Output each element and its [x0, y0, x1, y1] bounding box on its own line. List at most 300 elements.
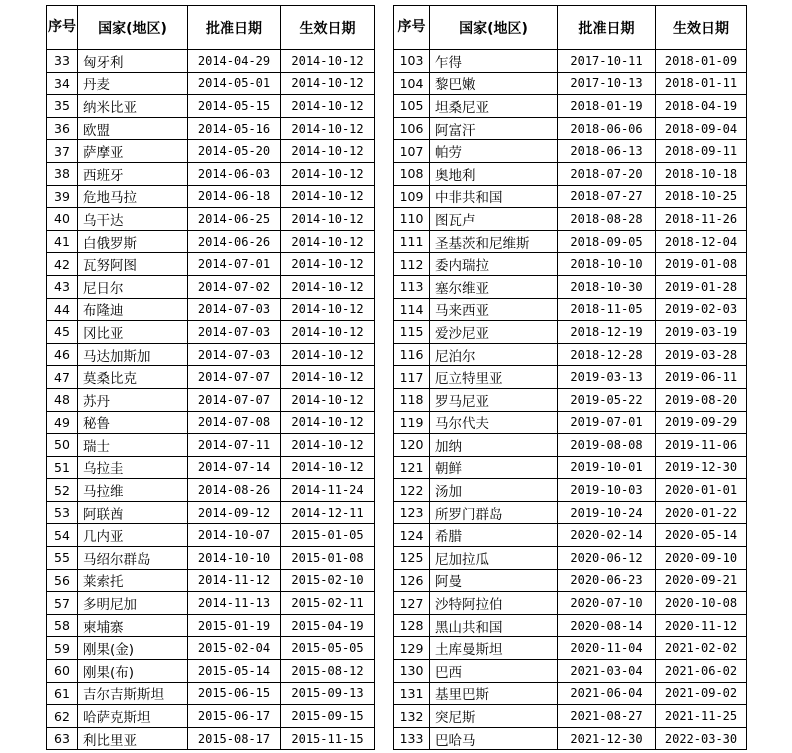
approval-date: 2014-09-12	[188, 501, 281, 524]
effective-date: 2019-11-06	[656, 434, 747, 457]
row-number: 52	[47, 479, 78, 502]
row-number: 42	[47, 253, 78, 276]
country-name: 圣基茨和尼维斯	[430, 230, 558, 253]
country-name: 莫桑比克	[78, 366, 188, 389]
country-name: 莱索托	[78, 569, 188, 592]
table-row	[394, 637, 747, 660]
approval-date: 2018-12-28	[558, 343, 656, 366]
effective-date: 2018-04-19	[656, 95, 747, 118]
row-number: 50	[47, 434, 78, 457]
header-row	[394, 6, 747, 50]
table-row	[47, 366, 375, 389]
approval-date: 2019-07-01	[558, 411, 656, 434]
row-number: 59	[47, 637, 78, 660]
effective-date: 2018-01-11	[656, 72, 747, 95]
country-name: 阿富汗	[430, 117, 558, 140]
row-number: 46	[47, 343, 78, 366]
effective-date: 2014-10-12	[281, 434, 375, 457]
row-number: 132	[394, 705, 430, 728]
table-row	[394, 275, 747, 298]
row-number: 53	[47, 501, 78, 524]
seq-header: 序号	[394, 6, 430, 50]
country-name: 基里巴斯	[430, 682, 558, 705]
approval-date: 2018-11-05	[558, 298, 656, 321]
effective-date: 2015-04-19	[281, 614, 375, 637]
approval-date: 2015-08-17	[188, 727, 281, 750]
row-number: 107	[394, 140, 430, 163]
country-name: 图瓦卢	[430, 208, 558, 231]
effective-date: 2020-01-01	[656, 479, 747, 502]
table-row	[394, 343, 747, 366]
approval-date: 2014-11-12	[188, 569, 281, 592]
table-row	[394, 411, 747, 434]
approval-date: 2018-10-30	[558, 275, 656, 298]
approval-date: 2014-04-29	[188, 50, 281, 73]
country-name: 汤加	[430, 479, 558, 502]
table-row	[394, 50, 747, 73]
row-number: 63	[47, 727, 78, 750]
row-number: 41	[47, 230, 78, 253]
table-row	[394, 434, 747, 457]
country-name: 纳米比亚	[78, 95, 188, 118]
table-row	[47, 456, 375, 479]
table-row	[394, 456, 747, 479]
row-number: 45	[47, 321, 78, 344]
table-row	[47, 727, 375, 750]
country-name: 秘鲁	[78, 411, 188, 434]
country-name: 尼加拉瓜	[430, 547, 558, 570]
effective-date: 2015-05-05	[281, 637, 375, 660]
row-number: 49	[47, 411, 78, 434]
effective-date: 2018-10-18	[656, 162, 747, 185]
effective-date: 2020-11-12	[656, 614, 747, 637]
country-name: 加纳	[430, 434, 558, 457]
effective-date: 2018-09-04	[656, 117, 747, 140]
table-row	[394, 366, 747, 389]
effective-date: 2014-10-12	[281, 343, 375, 366]
table-row	[47, 547, 375, 570]
approval-date: 2020-08-14	[558, 614, 656, 637]
effective-date: 2020-05-14	[656, 524, 747, 547]
effective-date: 2018-10-25	[656, 185, 747, 208]
table-row	[394, 185, 747, 208]
effective-date: 2019-01-28	[656, 275, 747, 298]
country-name: 乍得	[430, 50, 558, 73]
effective-date: 2020-10-08	[656, 592, 747, 615]
country-name: 马达加斯加	[78, 343, 188, 366]
row-number: 128	[394, 614, 430, 637]
effective-date: 2021-06-02	[656, 660, 747, 683]
row-number: 115	[394, 321, 430, 344]
effective-date: 2020-09-21	[656, 569, 747, 592]
country-name: 柬埔寨	[78, 614, 188, 637]
approval-date: 2015-05-14	[188, 660, 281, 683]
country-name: 吉尔吉斯斯坦	[78, 682, 188, 705]
table-row	[47, 637, 375, 660]
row-number: 133	[394, 727, 430, 750]
row-number: 62	[47, 705, 78, 728]
table-row	[394, 230, 747, 253]
table-row	[394, 140, 747, 163]
country-name: 丹麦	[78, 72, 188, 95]
effective-date: 2019-08-20	[656, 388, 747, 411]
country-name: 罗马尼亚	[430, 388, 558, 411]
row-number: 111	[394, 230, 430, 253]
approval-date: 2017-10-13	[558, 72, 656, 95]
row-number: 104	[394, 72, 430, 95]
row-number: 37	[47, 140, 78, 163]
table-row	[47, 275, 375, 298]
effective-date: 2014-10-12	[281, 50, 375, 73]
approval-date: 2014-07-07	[188, 388, 281, 411]
effective-date: 2014-10-12	[281, 321, 375, 344]
effective-date: 2021-09-02	[656, 682, 747, 705]
table-row	[47, 298, 375, 321]
table-row	[394, 162, 747, 185]
approval-date: 2019-03-13	[558, 366, 656, 389]
effective-date: 2015-01-08	[281, 547, 375, 570]
effective-date: 2014-10-12	[281, 230, 375, 253]
row-number: 106	[394, 117, 430, 140]
row-number: 57	[47, 592, 78, 615]
country-header: 国家(地区)	[430, 6, 558, 50]
effective-date: 2015-09-13	[281, 682, 375, 705]
country-name: 利比里亚	[78, 727, 188, 750]
table-row	[47, 682, 375, 705]
approval-date: 2014-07-02	[188, 275, 281, 298]
effective-date: 2014-10-12	[281, 253, 375, 276]
country-name: 瓦努阿图	[78, 253, 188, 276]
approval-date: 2014-10-07	[188, 524, 281, 547]
country-name: 土库曼斯坦	[430, 637, 558, 660]
effective-date: 2014-10-12	[281, 185, 375, 208]
effective-date: 2015-02-11	[281, 592, 375, 615]
country-name: 巴西	[430, 660, 558, 683]
row-number: 44	[47, 298, 78, 321]
effective-date: 2014-10-12	[281, 95, 375, 118]
country-name: 马绍尔群岛	[78, 547, 188, 570]
row-number: 109	[394, 185, 430, 208]
approval-date: 2015-02-04	[188, 637, 281, 660]
country-name: 西班牙	[78, 162, 188, 185]
table-row	[47, 388, 375, 411]
country-name: 欧盟	[78, 117, 188, 140]
table-row	[394, 660, 747, 683]
country-name: 委内瑞拉	[430, 253, 558, 276]
row-number: 56	[47, 569, 78, 592]
row-number: 38	[47, 162, 78, 185]
approval-date: 2014-05-15	[188, 95, 281, 118]
effective-date: 2014-11-24	[281, 479, 375, 502]
country-name: 冈比亚	[78, 321, 188, 344]
table-row	[394, 95, 747, 118]
approval-date-header: 批准日期	[188, 6, 281, 50]
approval-date: 2014-06-03	[188, 162, 281, 185]
table-row	[47, 162, 375, 185]
table-row	[47, 343, 375, 366]
table-row	[47, 479, 375, 502]
table-row	[47, 321, 375, 344]
row-number: 112	[394, 253, 430, 276]
approval-date: 2021-06-04	[558, 682, 656, 705]
table-row	[47, 230, 375, 253]
effective-date: 2019-02-03	[656, 298, 747, 321]
effective-date: 2014-12-11	[281, 501, 375, 524]
approval-date: 2014-07-08	[188, 411, 281, 434]
approval-date: 2014-06-18	[188, 185, 281, 208]
country-name: 阿联酋	[78, 501, 188, 524]
table-row	[394, 72, 747, 95]
country-name: 白俄罗斯	[78, 230, 188, 253]
country-header: 国家(地区)	[78, 6, 188, 50]
approval-date: 2015-01-19	[188, 614, 281, 637]
approval-date: 2018-12-19	[558, 321, 656, 344]
approval-date: 2018-10-10	[558, 253, 656, 276]
table-row	[394, 705, 747, 728]
row-number: 119	[394, 411, 430, 434]
table-row	[394, 501, 747, 524]
approval-date: 2018-08-28	[558, 208, 656, 231]
approval-date: 2014-08-26	[188, 479, 281, 502]
seq-header: 序号	[47, 6, 78, 50]
row-number: 61	[47, 682, 78, 705]
effective-date: 2014-10-12	[281, 208, 375, 231]
row-number: 121	[394, 456, 430, 479]
approval-date: 2021-03-04	[558, 660, 656, 683]
row-number: 39	[47, 185, 78, 208]
approval-date: 2014-05-20	[188, 140, 281, 163]
effective-date: 2019-06-11	[656, 366, 747, 389]
effective-date: 2019-12-30	[656, 456, 747, 479]
approval-date: 2021-08-27	[558, 705, 656, 728]
row-number: 108	[394, 162, 430, 185]
row-number: 114	[394, 298, 430, 321]
effective-date: 2022-03-30	[656, 727, 747, 750]
effective-date: 2015-11-15	[281, 727, 375, 750]
country-name: 巴哈马	[430, 727, 558, 750]
effective-date: 2014-10-12	[281, 117, 375, 140]
country-name: 黎巴嫩	[430, 72, 558, 95]
approval-date: 2019-10-01	[558, 456, 656, 479]
effective-date: 2015-02-10	[281, 569, 375, 592]
approval-date: 2017-10-11	[558, 50, 656, 73]
approval-date: 2020-11-04	[558, 637, 656, 660]
table-row	[47, 50, 375, 73]
approval-date: 2014-07-07	[188, 366, 281, 389]
right-table	[393, 5, 747, 750]
table-row	[47, 660, 375, 683]
approval-date: 2019-10-24	[558, 501, 656, 524]
approval-date: 2015-06-17	[188, 705, 281, 728]
effective-date: 2014-10-12	[281, 72, 375, 95]
country-name: 所罗门群岛	[430, 501, 558, 524]
row-number: 35	[47, 95, 78, 118]
approval-date: 2018-07-27	[558, 185, 656, 208]
country-name: 马尔代夫	[430, 411, 558, 434]
effective-date: 2014-10-12	[281, 411, 375, 434]
table-row	[394, 117, 747, 140]
table-row	[47, 72, 375, 95]
effective-date: 2014-10-12	[281, 388, 375, 411]
effective-date: 2018-11-26	[656, 208, 747, 231]
row-number: 40	[47, 208, 78, 231]
table-row	[47, 253, 375, 276]
row-number: 55	[47, 547, 78, 570]
country-name: 阿曼	[430, 569, 558, 592]
effective-date: 2014-10-12	[281, 456, 375, 479]
row-number: 33	[47, 50, 78, 73]
effective-date-header: 生效日期	[281, 6, 375, 50]
row-number: 34	[47, 72, 78, 95]
table-row	[47, 592, 375, 615]
approval-date-header: 批准日期	[558, 6, 656, 50]
effective-date: 2014-10-12	[281, 298, 375, 321]
effective-date: 2015-08-12	[281, 660, 375, 683]
table-row	[394, 321, 747, 344]
row-number: 124	[394, 524, 430, 547]
table-row	[47, 140, 375, 163]
effective-date: 2021-02-02	[656, 637, 747, 660]
row-number: 122	[394, 479, 430, 502]
table-row	[47, 117, 375, 140]
approval-date: 2015-06-15	[188, 682, 281, 705]
country-name: 马来西亚	[430, 298, 558, 321]
row-number: 60	[47, 660, 78, 683]
approval-date: 2019-10-03	[558, 479, 656, 502]
table-row	[394, 682, 747, 705]
country-name: 厄立特里亚	[430, 366, 558, 389]
approval-date: 2014-05-01	[188, 72, 281, 95]
country-name: 多明尼加	[78, 592, 188, 615]
approval-date: 2020-07-10	[558, 592, 656, 615]
table-row	[394, 298, 747, 321]
approval-date: 2018-06-06	[558, 117, 656, 140]
approval-date: 2014-07-03	[188, 343, 281, 366]
row-number: 131	[394, 682, 430, 705]
row-number: 126	[394, 569, 430, 592]
country-name: 哈萨克斯坦	[78, 705, 188, 728]
effective-date: 2020-01-22	[656, 501, 747, 524]
approval-date: 2018-07-20	[558, 162, 656, 185]
table-row	[394, 388, 747, 411]
row-number: 125	[394, 547, 430, 570]
effective-date: 2015-01-05	[281, 524, 375, 547]
effective-date: 2014-10-12	[281, 162, 375, 185]
effective-date: 2020-09-10	[656, 547, 747, 570]
country-name: 奥地利	[430, 162, 558, 185]
row-number: 103	[394, 50, 430, 73]
approval-date: 2014-06-26	[188, 230, 281, 253]
effective-date: 2019-03-28	[656, 343, 747, 366]
table-row	[47, 208, 375, 231]
row-number: 117	[394, 366, 430, 389]
row-number: 130	[394, 660, 430, 683]
table-row	[47, 501, 375, 524]
country-name: 危地马拉	[78, 185, 188, 208]
country-name: 沙特阿拉伯	[430, 592, 558, 615]
approval-date: 2018-09-05	[558, 230, 656, 253]
row-number: 120	[394, 434, 430, 457]
row-number: 110	[394, 208, 430, 231]
row-number: 116	[394, 343, 430, 366]
country-name: 匈牙利	[78, 50, 188, 73]
approval-date: 2014-05-16	[188, 117, 281, 140]
table-row	[394, 727, 747, 750]
approval-date: 2020-06-23	[558, 569, 656, 592]
country-name: 刚果(布)	[78, 660, 188, 683]
row-number: 118	[394, 388, 430, 411]
country-name: 希腊	[430, 524, 558, 547]
country-name: 乌拉圭	[78, 456, 188, 479]
row-number: 127	[394, 592, 430, 615]
row-number: 51	[47, 456, 78, 479]
effective-date: 2018-09-11	[656, 140, 747, 163]
country-name: 黑山共和国	[430, 614, 558, 637]
row-number: 129	[394, 637, 430, 660]
approval-date: 2020-06-12	[558, 547, 656, 570]
country-name: 尼泊尔	[430, 343, 558, 366]
table-row	[394, 479, 747, 502]
row-number: 36	[47, 117, 78, 140]
row-number: 54	[47, 524, 78, 547]
country-name: 塞尔维亚	[430, 275, 558, 298]
table-row	[47, 434, 375, 457]
table-row	[394, 569, 747, 592]
table-row	[47, 524, 375, 547]
effective-date: 2014-10-12	[281, 366, 375, 389]
country-name: 朝鲜	[430, 456, 558, 479]
left-table	[46, 5, 375, 750]
row-number: 123	[394, 501, 430, 524]
approval-date: 2014-07-03	[188, 321, 281, 344]
approval-date: 2014-07-11	[188, 434, 281, 457]
country-name: 布隆迪	[78, 298, 188, 321]
row-number: 43	[47, 275, 78, 298]
table-row	[47, 411, 375, 434]
table-row	[47, 95, 375, 118]
country-name: 马拉维	[78, 479, 188, 502]
effective-date: 2019-01-08	[656, 253, 747, 276]
effective-date: 2014-10-12	[281, 275, 375, 298]
effective-date: 2018-01-09	[656, 50, 747, 73]
row-number: 48	[47, 388, 78, 411]
country-name: 萨摩亚	[78, 140, 188, 163]
approval-date: 2014-07-01	[188, 253, 281, 276]
table-row	[394, 547, 747, 570]
table-row	[394, 524, 747, 547]
approval-date: 2014-06-25	[188, 208, 281, 231]
effective-date: 2018-12-04	[656, 230, 747, 253]
country-name: 瑞士	[78, 434, 188, 457]
row-number: 113	[394, 275, 430, 298]
approval-date: 2019-08-08	[558, 434, 656, 457]
approval-date: 2014-07-03	[188, 298, 281, 321]
effective-date: 2021-11-25	[656, 705, 747, 728]
effective-date: 2015-09-15	[281, 705, 375, 728]
country-name: 刚果(金)	[78, 637, 188, 660]
effective-date: 2019-09-29	[656, 411, 747, 434]
country-name: 苏丹	[78, 388, 188, 411]
table-row	[394, 614, 747, 637]
country-name: 突尼斯	[430, 705, 558, 728]
table-row	[394, 208, 747, 231]
table-row	[394, 253, 747, 276]
effective-date: 2014-10-12	[281, 140, 375, 163]
row-number: 58	[47, 614, 78, 637]
approval-date: 2018-06-13	[558, 140, 656, 163]
country-name: 几内亚	[78, 524, 188, 547]
approval-date: 2014-10-10	[188, 547, 281, 570]
